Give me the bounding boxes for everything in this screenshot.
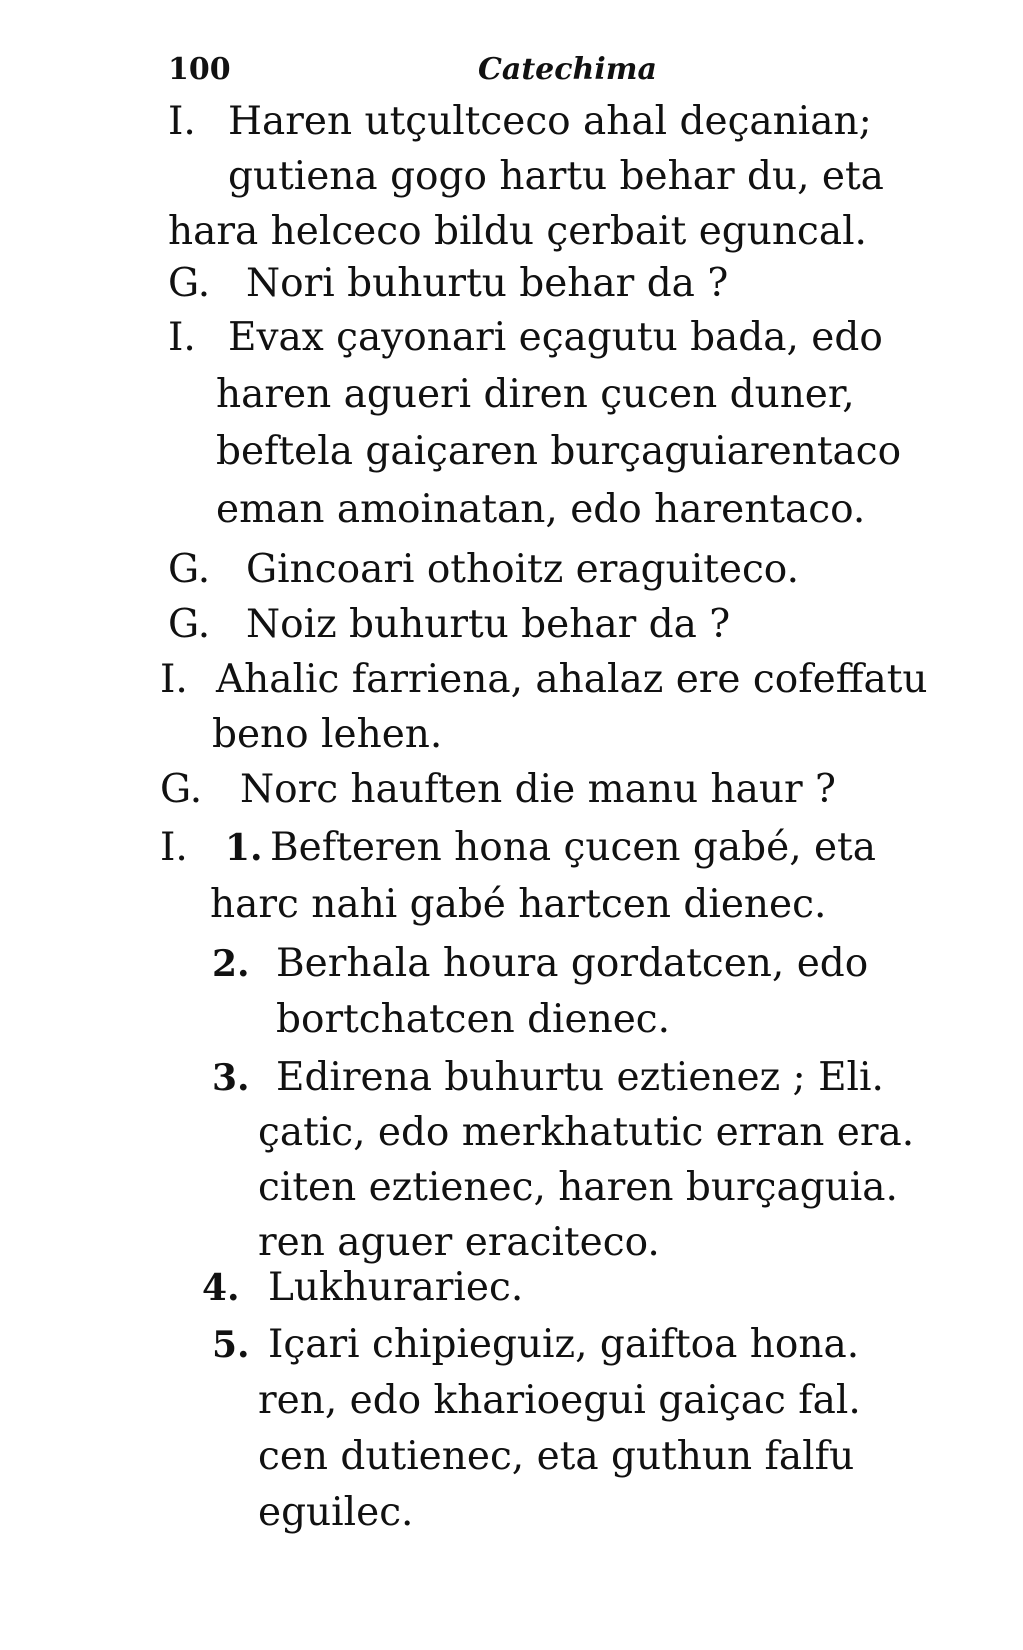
text-line: Berhala houra gordatcen, edo: [276, 941, 869, 986]
speaker-marker: G.: [168, 261, 211, 306]
text-line: Haren utçultceco ahal deçanian;: [228, 99, 872, 144]
speaker-marker: I.: [168, 315, 196, 360]
running-title: Catechima: [478, 52, 657, 87]
text-line: gutiena gogo hartu behar du, eta: [228, 154, 884, 199]
text-line: Lukhurariec.: [268, 1265, 524, 1310]
text-line: citen eztienec, haren burçaguia.: [258, 1165, 898, 1210]
text-line: Içari chipieguiz, gaiftoa hona.: [268, 1322, 860, 1367]
text-line: harc nahi gabé hartcen dienec.: [210, 882, 827, 927]
text-line: beno lehen.: [212, 712, 443, 757]
text-line: eguilec.: [258, 1490, 414, 1535]
speaker-marker: I.: [160, 657, 188, 702]
speaker-marker: G.: [168, 602, 211, 647]
speaker-marker: G.: [168, 547, 211, 592]
text-line: Noiz buhurtu behar da ?: [246, 602, 731, 647]
speaker-marker: I.: [160, 825, 188, 870]
text-line: haren agueri diren çucen duner,: [216, 372, 855, 417]
text-line: ren, edo kharioegui gaiçac fal.: [258, 1378, 861, 1423]
text-line: Evax çayonari eçagutu bada, edo: [228, 315, 883, 360]
item-number: 4.: [202, 1267, 240, 1309]
item-number: 5.: [212, 1324, 250, 1366]
text-line: çatic, edo merkhatutic erran era.: [258, 1110, 915, 1155]
text-line: cen dutienec, eta guthun falfu: [258, 1434, 855, 1479]
text-line: Ahalic farriena, ahalaz ere cofeffatu: [216, 657, 928, 702]
page-header: [168, 52, 868, 92]
text-line: bortchatcen dienec.: [276, 997, 671, 1042]
text-line: Gincoari othoitz eraguiteco.: [246, 547, 799, 592]
text-line: Edirena buhurtu eztienez ; Eli.: [276, 1055, 884, 1100]
text-line: Nori buhurtu behar da ?: [246, 261, 729, 306]
item-number: 1.: [225, 827, 263, 869]
text-line: ren aguer eraciteco.: [258, 1220, 660, 1265]
text-line: Befteren hona çucen gabé, eta: [270, 825, 876, 870]
text-line: Norc hauften die manu haur ?: [240, 767, 836, 812]
item-number: 2.: [212, 943, 250, 985]
speaker-marker: I.: [168, 99, 196, 144]
text-line: eman amoinatan, edo harentaco.: [216, 487, 866, 532]
item-number: 3.: [212, 1057, 250, 1099]
text-line: hara helceco bildu çerbait eguncal.: [168, 209, 867, 254]
page-number: 100: [168, 52, 231, 87]
text-line: beftela gaiçaren burçaguiarentaco: [216, 429, 902, 474]
speaker-marker: G.: [160, 767, 203, 812]
